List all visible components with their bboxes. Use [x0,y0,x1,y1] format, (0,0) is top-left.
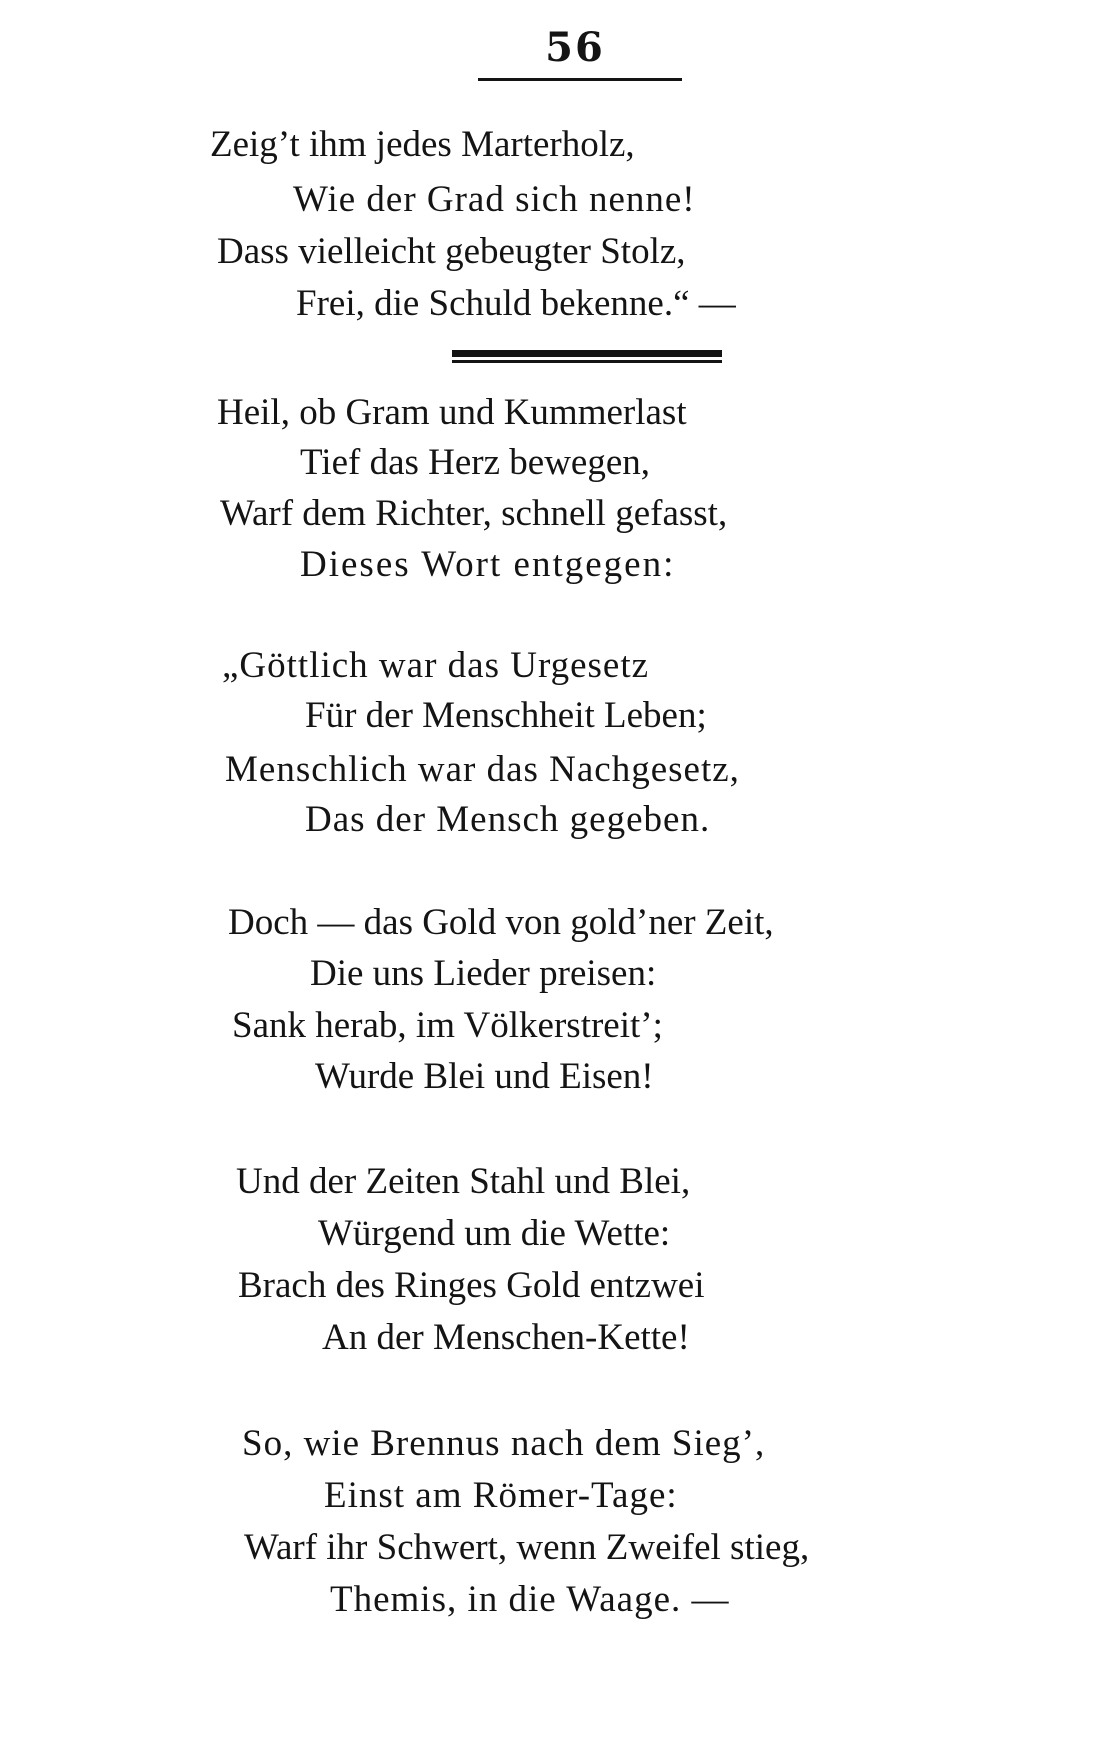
verse-line: Frei, die Schuld bekenne.“ — [296,283,736,324]
verse-line: Tief das Herz bewegen, [300,442,651,483]
verse-line: An der Menschen-Kette! [322,1317,690,1358]
verse-line: Wurde Blei und Eisen! [315,1056,654,1097]
verse-line: So, wie Brennus nach dem Sieg’, [242,1423,766,1464]
verse-line: Zeig’t ihm jedes Marterholz, [210,124,635,165]
verse-line: Einst am Römer-Tage: [324,1475,678,1516]
page-number: 56 [545,24,605,71]
verse-line: „Göttlich war das Urgesetz [222,645,650,686]
verse-line: Wie der Grad sich nenne! [293,179,696,220]
verse-line: Dieses Wort entgegen: [300,544,676,585]
verse-line: Themis, in die Waage. — [330,1579,730,1620]
verse-line: Die uns Lieder preisen: [310,953,657,994]
verse-line: Für der Menschheit Leben; [305,695,707,736]
header-rule [478,78,682,81]
verse-line: Würgend um die Wette: [318,1213,671,1254]
section-divider [452,350,722,363]
verse-line: Das der Mensch gegeben. [305,799,711,840]
verse-line: Dass vielleicht gebeugter Stolz, [217,231,686,272]
verse-line: Sank herab, im Völkerstreit’; [232,1005,663,1046]
verse-line: Brach des Ringes Gold entzwei [238,1265,705,1306]
verse-line: Warf dem Richter, schnell gefasst, [220,493,728,534]
verse-line: Heil, ob Gram und Kummerlast [217,392,687,433]
verse-line: Doch — das Gold von gold’ner Zeit, [228,902,774,943]
verse-line: Warf ihr Schwert, wenn Zweifel stieg, [244,1527,810,1568]
verse-line: Und der Zeiten Stahl und Blei, [236,1161,691,1202]
verse-line: Menschlich war das Nachgesetz, [225,749,740,790]
